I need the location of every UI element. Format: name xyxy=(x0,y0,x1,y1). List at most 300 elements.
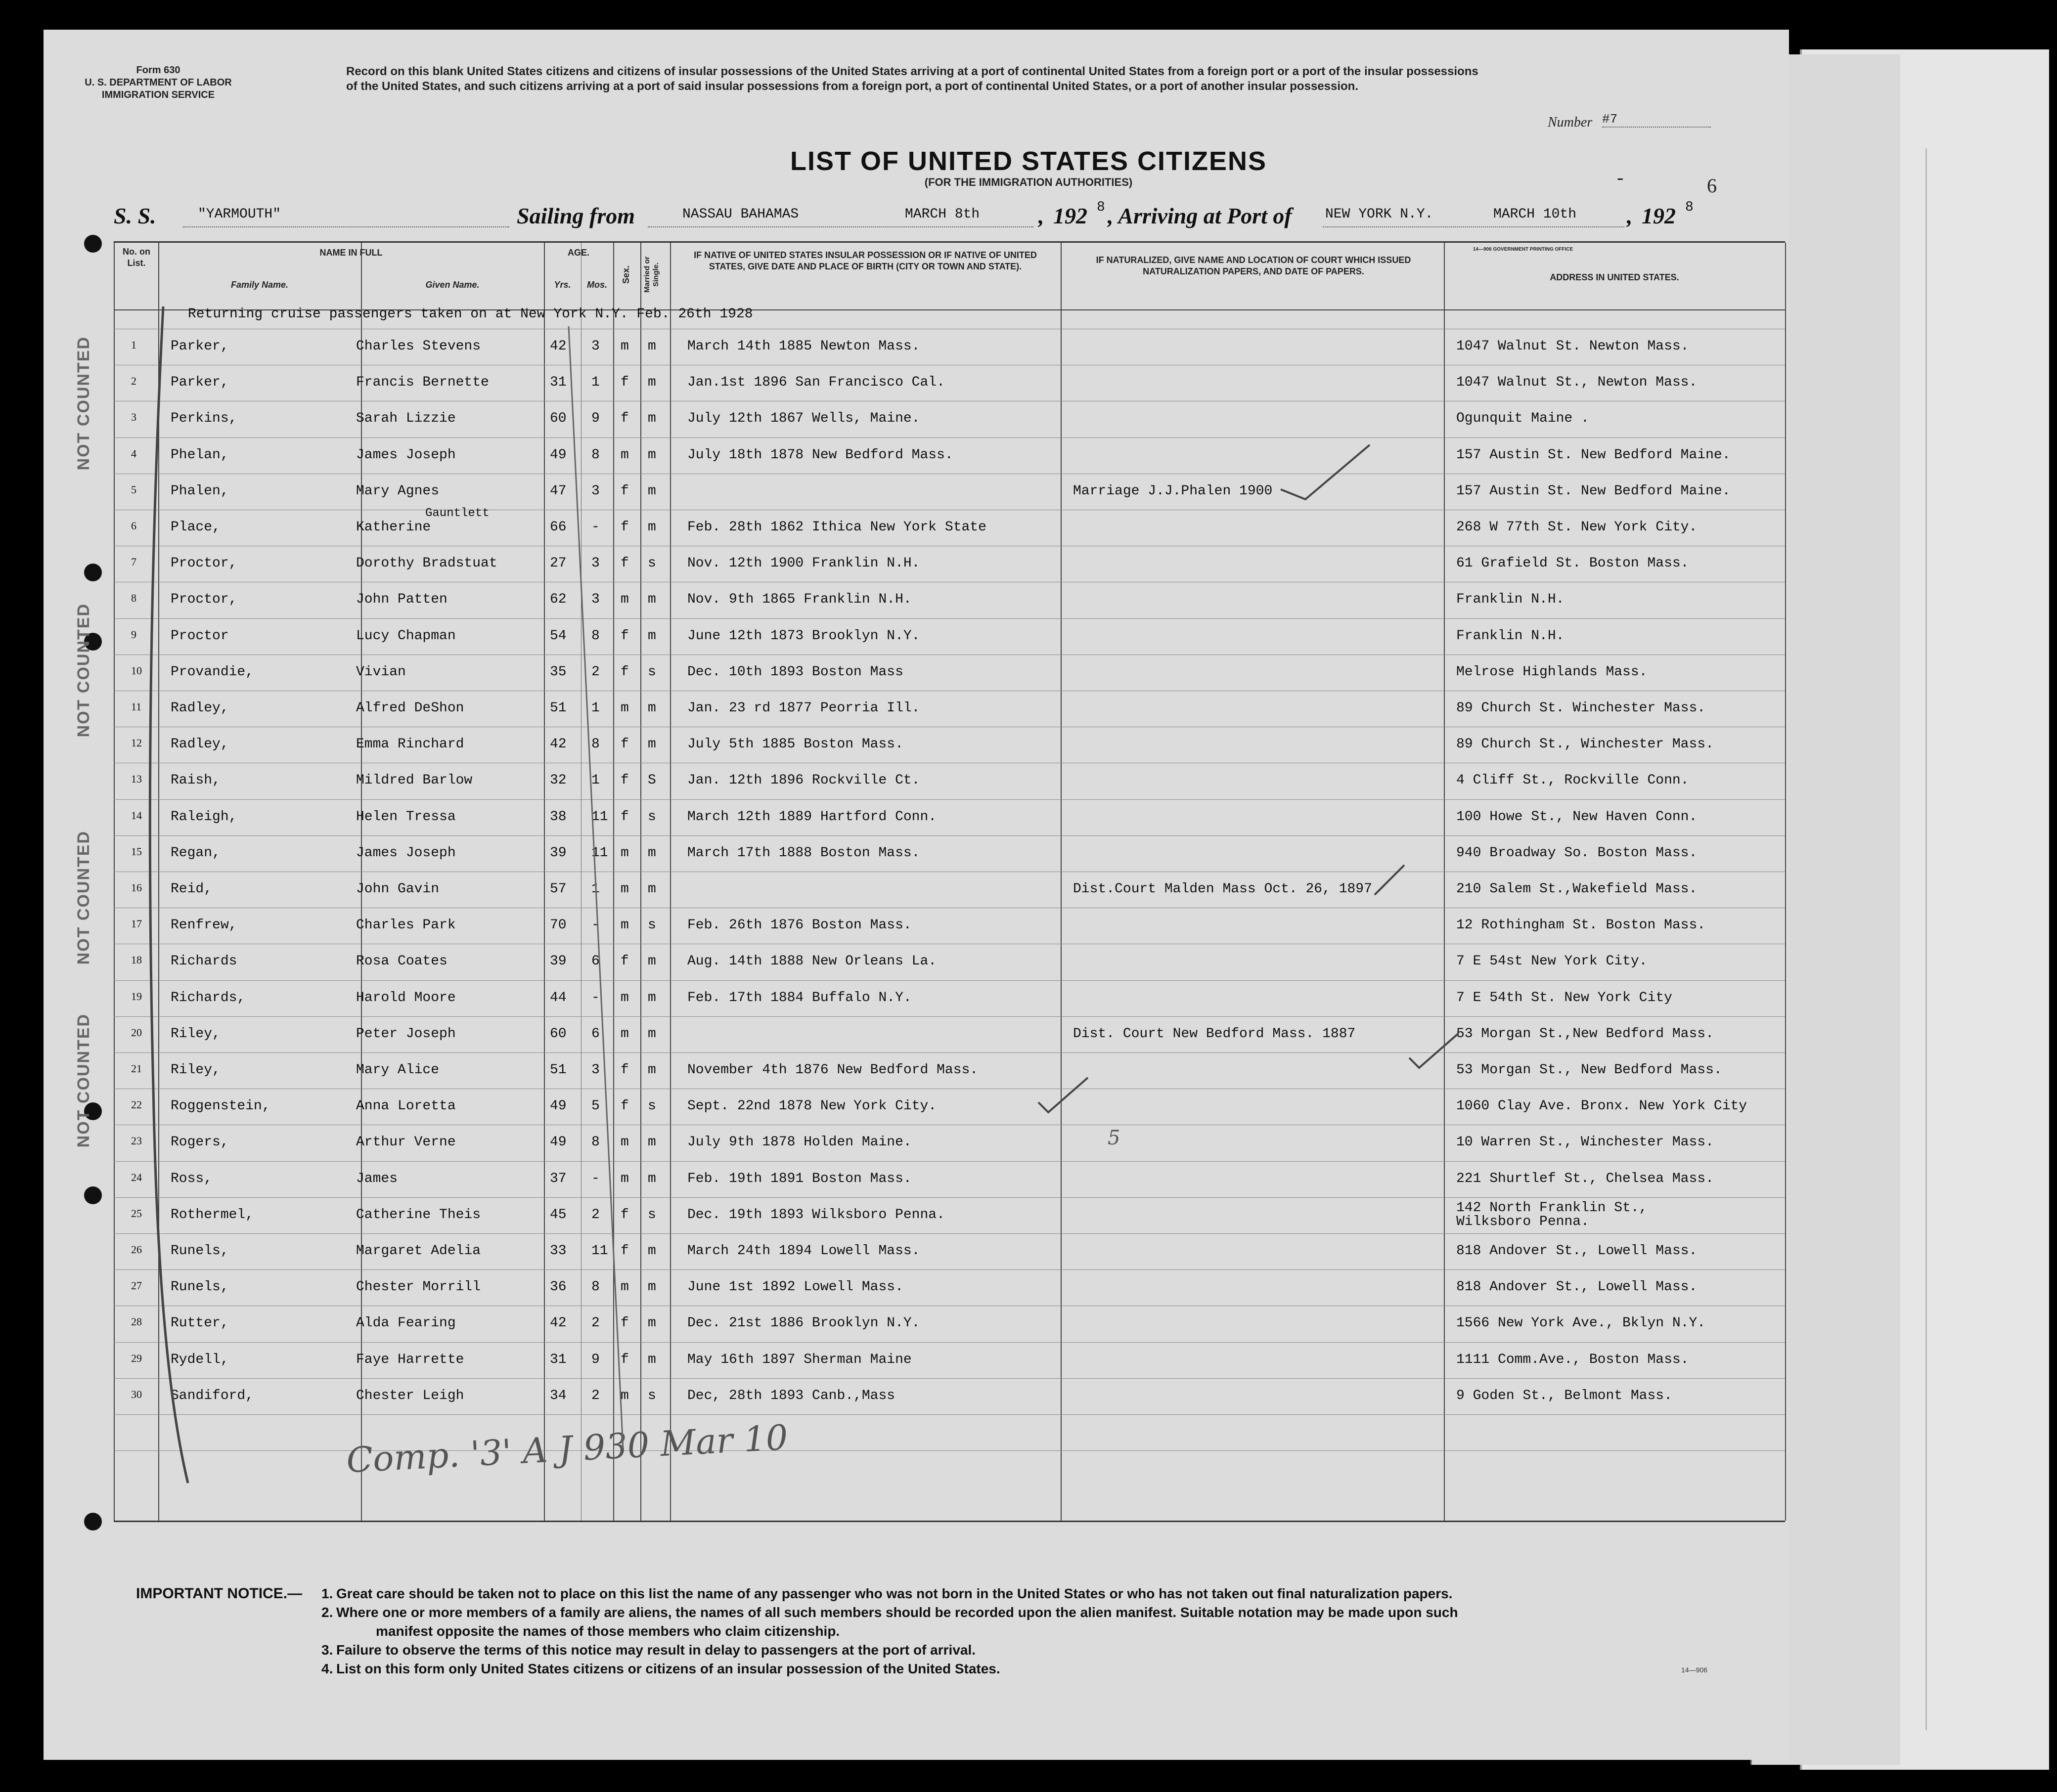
age-years: 66 xyxy=(550,520,567,535)
given-name: Anna Loretta xyxy=(356,1098,456,1114)
birth-info: Feb. 26th 1876 Boston Mass. xyxy=(687,918,912,933)
sex: m xyxy=(621,845,629,861)
family-name: Phelan, xyxy=(171,447,229,463)
address: 1047 Walnut St., Newton Mass. xyxy=(1456,375,1698,391)
sex: m xyxy=(621,881,629,897)
given-name: Arthur Verne xyxy=(356,1135,456,1150)
table-row xyxy=(0,766,1689,801)
notice-label: IMPORTANT NOTICE.— xyxy=(136,1585,303,1602)
age-months: 6 xyxy=(591,954,600,969)
sex: m xyxy=(621,1171,629,1186)
marital-status: m xyxy=(648,520,656,535)
marital-status: m xyxy=(648,700,656,716)
table-row xyxy=(0,1381,1671,1417)
table-row xyxy=(0,332,1689,367)
age-months: 9 xyxy=(591,1352,600,1367)
service: IMMIGRATION SERVICE xyxy=(101,89,215,100)
row-number: 11 xyxy=(131,700,142,713)
birth-info: Dec. 10th 1893 Boston Mass xyxy=(687,664,903,680)
family-name: Rogers, xyxy=(171,1135,229,1150)
not-counted-stamp: NOT COUNTED xyxy=(74,1013,93,1148)
family-name: Proctor, xyxy=(171,556,237,571)
not-counted-stamp: NOT COUNTED xyxy=(74,336,93,471)
list-number-value: #7 xyxy=(1602,112,1711,128)
marital-status: m xyxy=(648,447,656,463)
address: 142 North Franklin St., xyxy=(1456,1200,1648,1216)
address: 1060 Clay Ave. Bronx. New York City xyxy=(1456,1098,1747,1114)
sex: f xyxy=(621,1352,629,1367)
address: 1566 New York Ave., Bklyn N.Y. xyxy=(1456,1315,1706,1331)
col-given-name: Given Name. xyxy=(425,280,480,290)
age-months: 8 xyxy=(591,447,600,463)
marital-status: S xyxy=(648,773,656,788)
table-row xyxy=(0,549,1689,584)
age-months: 3 xyxy=(591,339,600,354)
arriving-date: MARCH 10th xyxy=(1493,207,1577,222)
age-months: 1 xyxy=(591,375,600,391)
table-row xyxy=(0,1092,1747,1127)
address: 1111 Comm.Ave., Boston Mass. xyxy=(1456,1352,1689,1367)
given-name-continued: Gauntlett xyxy=(425,507,490,520)
notice-item xyxy=(336,1622,1795,1641)
age-years: 62 xyxy=(550,592,567,608)
age-months: 6 xyxy=(591,1026,600,1042)
family-name: Ross, xyxy=(171,1171,213,1186)
birth-info: March 24th 1894 Lowell Mass. xyxy=(687,1243,920,1259)
sex: m xyxy=(621,1388,629,1403)
page-number: 6 xyxy=(1707,175,1717,197)
marital-status: s xyxy=(648,918,656,933)
table-row xyxy=(0,507,1698,548)
sex: f xyxy=(621,1207,629,1223)
birth-info: Aug. 14th 1888 New Orleans La. xyxy=(687,954,937,969)
row-number: 1 xyxy=(131,339,136,351)
marital-status: m xyxy=(648,1171,656,1186)
naturalization-info: 5 xyxy=(1108,1127,1120,1150)
age-years: 31 xyxy=(550,1352,567,1367)
table-row xyxy=(0,404,1671,439)
notice-item-number: 4. xyxy=(321,1661,333,1676)
age-months: 2 xyxy=(591,664,600,680)
birth-info: Jan. 12th 1896 Rockville Ct. xyxy=(687,773,920,788)
given-name: Emma Rinchard xyxy=(356,737,464,752)
family-name: Richards, xyxy=(171,990,246,1005)
family-name: Perkins, xyxy=(171,411,237,427)
row-number: 3 xyxy=(131,411,136,424)
age-years: 42 xyxy=(550,339,567,354)
birth-info: Nov. 12th 1900 Franklin N.H. xyxy=(687,556,920,571)
row-number: 28 xyxy=(131,1315,142,1328)
age-months: 3 xyxy=(591,1062,600,1078)
sex: f xyxy=(621,556,629,571)
sex: f xyxy=(621,954,629,969)
notice-item xyxy=(321,1584,1795,1603)
marital-status: m xyxy=(648,990,656,1005)
marital-status: m xyxy=(648,737,656,752)
table-row xyxy=(0,1127,1714,1163)
not-counted-stamp: NOT COUNTED xyxy=(74,603,93,738)
marital-status: m xyxy=(648,1026,656,1042)
age-months: - xyxy=(591,1171,600,1186)
age-years: 38 xyxy=(550,809,567,825)
row-number: 14 xyxy=(131,809,142,822)
notice-item xyxy=(321,1641,1795,1660)
family-name: Proctor, xyxy=(171,592,237,608)
birth-info: July 9th 1878 Holden Maine. xyxy=(687,1135,912,1150)
sex: f xyxy=(621,1243,629,1259)
row-number: 22 xyxy=(131,1098,142,1111)
table-row xyxy=(0,838,1698,874)
birth-info: July 18th 1878 New Bedford Mass. xyxy=(687,447,953,463)
age-months: 9 xyxy=(591,411,600,427)
family-name: Place, xyxy=(171,520,221,535)
family-name: Phalen, xyxy=(171,483,229,499)
address: 157 Austin St. New Bedford Maine. xyxy=(1456,447,1731,463)
table-row xyxy=(0,730,1714,765)
age-months: 2 xyxy=(591,1315,600,1331)
marital-status: m xyxy=(648,1243,656,1259)
family-name: Rutter, xyxy=(171,1315,229,1331)
given-name: Faye Harrette xyxy=(356,1352,464,1367)
intro-line: Returning cruise passengers taken on at New York N.Y. Feb. 26th 1928 xyxy=(188,306,753,322)
row-number: 17 xyxy=(131,918,142,930)
table-row xyxy=(0,874,1698,910)
row-number: 30 xyxy=(131,1388,142,1400)
arriving-label: , Arriving at Port of xyxy=(1108,203,1292,228)
age-years: 45 xyxy=(550,1207,567,1223)
age-months: 11 xyxy=(591,809,608,825)
col-sex: Sex. xyxy=(621,265,631,284)
table-row xyxy=(0,802,1698,838)
given-name: Katherine xyxy=(356,520,431,535)
birth-info: March 17th 1888 Boston Mass. xyxy=(687,845,920,861)
family-name: Runels, xyxy=(171,1243,229,1259)
given-name: Mary Alice xyxy=(356,1062,440,1078)
table-row xyxy=(0,1055,1722,1091)
family-name: Runels, xyxy=(171,1279,229,1295)
notice-item-number: 1. xyxy=(321,1586,333,1601)
naturalization-info: Dist. Court New Bedford Mass. 1887 xyxy=(1073,1026,1356,1042)
marital-status: s xyxy=(648,1098,656,1114)
sex: m xyxy=(621,592,629,608)
table-row xyxy=(0,657,1671,693)
sailing-year: 192 xyxy=(1053,203,1087,228)
birth-info: Jan.1st 1896 San Francisco Cal. xyxy=(687,375,945,391)
birth-info: Dec. 21st 1886 Brooklyn N.Y. xyxy=(687,1315,920,1331)
sex: f xyxy=(621,773,629,788)
sailing-date: MARCH 8th xyxy=(905,207,980,222)
sex: m xyxy=(621,700,629,716)
given-name: Charles Stevens xyxy=(356,339,481,354)
notice-item-text: Failure to observe the terms of this notice may result in delay to passengers at the port of arrival. xyxy=(336,1642,976,1658)
family-name: Provandie, xyxy=(171,664,254,680)
sex: f xyxy=(621,628,629,644)
birth-info: Feb. 28th 1862 Ithica New York State xyxy=(687,520,986,535)
given-name: James xyxy=(356,1171,398,1186)
birth-info: Sept. 22nd 1878 New York City. xyxy=(687,1098,937,1114)
marital-status: m xyxy=(648,1352,656,1367)
table-row xyxy=(0,694,1706,729)
row-number: 6 xyxy=(131,520,136,532)
table-row xyxy=(0,477,1731,512)
age-years: 51 xyxy=(550,700,567,716)
family-name: Proctor xyxy=(171,628,229,644)
notice-item-text: Where one or more members of a family are aliens, the names of all such members should be recorded upon the alien manifest. Suitable notation may be made upon such xyxy=(336,1605,1458,1620)
col-address: ADDRESS IN UNITED STATES. xyxy=(1550,272,1679,282)
marital-status: m xyxy=(648,411,656,427)
family-name: Radley, xyxy=(171,700,229,716)
age-months: 5 xyxy=(591,1098,600,1114)
age-years: 39 xyxy=(550,954,567,969)
marital-status: m xyxy=(648,1279,656,1295)
given-name: James Joseph xyxy=(356,845,456,861)
instructions: Record on this blank United States citizens and citizens of insular possessions of the United States arriving at a port of continental United States from a foreign port or a port of the insular possessions of the United States, and such citizens arriving at a port of said insular possessions from a foreign port, a port of continental United States, or a port of another insular possession. xyxy=(346,65,1478,93)
sailing-port: NASSAU BAHAMAS xyxy=(682,207,799,222)
address: 1047 Walnut St. Newton Mass. xyxy=(1456,339,1689,354)
age-months: - xyxy=(591,990,600,1005)
given-name: Francis Bernette xyxy=(356,375,489,391)
age-months: 8 xyxy=(591,1279,600,1295)
given-name: Mildred Barlow xyxy=(356,773,473,788)
address: Franklin N.H. xyxy=(1456,628,1565,644)
age-years: 54 xyxy=(550,628,567,644)
birth-info: July 5th 1885 Boston Mass. xyxy=(687,737,903,752)
age-years: 49 xyxy=(550,1135,567,1150)
table-row xyxy=(0,1309,1706,1344)
voyage-line: S. S. "YARMOUTH" Sailing from NASSAU BAHAMAS MARCH 8th , 192 8 , Arriving at Port of NEW YORK N.Y. MARCH 10th , 192 8 xyxy=(114,200,1694,228)
address: 10 Warren St., Winchester Mass. xyxy=(1456,1135,1714,1150)
row-number: 10 xyxy=(131,664,142,677)
marital-status: s xyxy=(648,1388,656,1403)
table-row xyxy=(0,368,1698,403)
marital-status: m xyxy=(648,954,656,969)
sex: m xyxy=(621,339,629,354)
given-name: Margaret Adelia xyxy=(356,1243,481,1259)
sex: f xyxy=(621,809,629,825)
sex: f xyxy=(621,664,629,680)
col-age: AGE. xyxy=(567,248,589,258)
age-months: 3 xyxy=(591,556,600,571)
footer-code: 14—906 xyxy=(1681,1666,1707,1674)
age-years: 51 xyxy=(550,1062,567,1078)
family-name: Riley, xyxy=(171,1062,221,1078)
col-family-name: Family Name. xyxy=(230,280,289,290)
page-title: LIST OF UNITED STATES CITIZENS xyxy=(790,146,1267,176)
row-number: 9 xyxy=(131,628,136,641)
given-name: Alfred DeShon xyxy=(356,700,464,716)
notice-item-number: 2. xyxy=(321,1605,333,1620)
age-years: 39 xyxy=(550,845,567,861)
age-years: 57 xyxy=(550,881,567,897)
row-number: 23 xyxy=(131,1135,142,1147)
age-years: 60 xyxy=(550,411,567,427)
age-years: 42 xyxy=(550,737,567,752)
table-row xyxy=(0,1164,1714,1200)
sex: m xyxy=(621,447,629,463)
address: 7 E 54th St. New York City xyxy=(1456,990,1672,1005)
family-name: Raleigh, xyxy=(171,809,237,825)
naturalization-info: Marriage J.J.Phalen 1900 xyxy=(1073,483,1273,499)
marital-status: m xyxy=(648,881,656,897)
birth-info: June 1st 1892 Lowell Mass. xyxy=(687,1279,903,1295)
given-name: Chester Morrill xyxy=(356,1279,481,1295)
form-number: Form 630 xyxy=(136,65,180,76)
address: Melrose Highlands Mass. xyxy=(1456,664,1648,680)
age-months: 2 xyxy=(591,1207,600,1223)
table-row xyxy=(0,947,1671,982)
address: 7 E 54st New York City. xyxy=(1456,954,1648,969)
birth-info: November 4th 1876 New Bedford Mass. xyxy=(687,1062,979,1078)
row-number: 16 xyxy=(131,881,142,894)
birth-info: Feb. 17th 1884 Buffalo N.Y. xyxy=(687,990,912,1005)
address: 12 Rothingham St. Boston Mass. xyxy=(1456,918,1706,933)
family-name: Raish, xyxy=(171,773,221,788)
table-row xyxy=(0,1345,1689,1381)
age-years: 35 xyxy=(550,664,567,680)
address: 89 Church St. Winchester Mass. xyxy=(1456,700,1706,716)
address: Franklin N.H. xyxy=(1456,592,1565,608)
family-name: Parker, xyxy=(171,375,229,391)
list-number-label: Number xyxy=(1548,115,1593,130)
sex: m xyxy=(621,990,629,1005)
notice-item-text: Great care should be taken not to place on this list the name of any passenger who was not born in the United States or who has not taken out final naturalization papers. xyxy=(336,1586,1453,1601)
row-number: 5 xyxy=(131,483,136,496)
age-months: 1 xyxy=(591,881,600,897)
age-months: - xyxy=(591,520,600,535)
col-gpo: 14—906 GOVERNMENT PRINTING OFFICE xyxy=(1473,247,1573,252)
given-name: Sarah Lizzie xyxy=(356,411,456,427)
given-name: Dorothy Bradstuat xyxy=(356,556,497,571)
row-number: 21 xyxy=(131,1062,142,1075)
marital-status: s xyxy=(648,556,656,571)
arriving-port: NEW YORK N.Y. xyxy=(1325,207,1433,222)
address: 89 Church St., Winchester Mass. xyxy=(1456,737,1714,752)
sailing-label: Sailing from xyxy=(517,203,635,228)
notice-item xyxy=(321,1603,1795,1622)
marital-status: m xyxy=(648,1135,656,1150)
given-name: Vivian xyxy=(356,664,406,680)
col-mos: Mos. xyxy=(586,280,607,290)
given-name: Charles Park xyxy=(356,918,456,933)
row-number: 27 xyxy=(131,1279,142,1292)
family-name: Reid, xyxy=(171,881,213,897)
row-number: 15 xyxy=(131,845,142,858)
family-name: Sandiford, xyxy=(171,1388,254,1403)
sex: m xyxy=(621,1026,629,1042)
birth-info: Dec, 28th 1893 Canb.,Mass xyxy=(687,1388,895,1403)
birth-info: Jan. 23 rd 1877 Peorria Ill. xyxy=(687,700,920,716)
address: 210 Salem St.,Wakefield Mass. xyxy=(1456,881,1698,897)
sex: m xyxy=(621,1279,629,1295)
birth-info: May 16th 1897 Sherman Maine xyxy=(687,1352,912,1367)
marital-status: m xyxy=(648,628,656,644)
notice-item-number: 3. xyxy=(321,1642,333,1658)
marital-status: s xyxy=(648,1207,656,1223)
sex: f xyxy=(621,1315,629,1331)
age-months: 8 xyxy=(591,737,600,752)
birth-info: July 12th 1867 Wells, Maine. xyxy=(687,411,920,427)
address: Ogunquit Maine . xyxy=(1456,411,1589,427)
marital-status: m xyxy=(648,1062,656,1078)
marital-status: m xyxy=(648,592,656,608)
sex: f xyxy=(621,1062,629,1078)
age-years: 70 xyxy=(550,918,567,933)
age-months: 2 xyxy=(591,1388,600,1403)
marital-status: m xyxy=(648,483,656,499)
birth-info: June 12th 1873 Brooklyn N.Y. xyxy=(687,628,920,644)
col-naturalized: IF NATURALIZED, GIVE NAME AND LOCATION OF COURT WHICH ISSUED NATURALIZATION PAPERS, AND DATE OF PAPERS. xyxy=(1096,255,1411,276)
given-name: Peter Joseph xyxy=(356,1026,456,1042)
marital-status: m xyxy=(648,375,656,391)
given-name: Rosa Coates xyxy=(356,954,447,969)
sex: f xyxy=(621,737,629,752)
marital-status: s xyxy=(648,809,656,825)
page-subtitle: (FOR THE IMMIGRATION AUTHORITIES) xyxy=(924,176,1133,188)
sex: m xyxy=(621,1135,629,1150)
age-years: 37 xyxy=(550,1171,567,1186)
family-name: Rothermel, xyxy=(171,1207,254,1223)
table-row xyxy=(0,585,1671,620)
address: 157 Austin St. New Bedford Maine. xyxy=(1456,483,1731,499)
age-months: 3 xyxy=(591,483,600,499)
row-number: 2 xyxy=(131,375,136,388)
family-name: Renfrew, xyxy=(171,918,237,933)
family-name: Rydell, xyxy=(171,1352,229,1367)
age-months: 11 xyxy=(591,845,608,861)
birth-info: Dec. 19th 1893 Wilksboro Penna. xyxy=(687,1207,945,1223)
age-months: 8 xyxy=(591,628,600,644)
given-name: Alda Fearing xyxy=(356,1315,456,1331)
sex: f xyxy=(621,483,629,499)
age-years: 36 xyxy=(550,1279,567,1295)
row-number: 4 xyxy=(131,447,136,460)
form-header xyxy=(64,64,252,101)
given-name: James Joseph xyxy=(356,447,456,463)
age-years: 32 xyxy=(550,773,567,788)
sex: f xyxy=(621,1098,629,1114)
col-name-in-full: NAME IN FULL xyxy=(319,248,383,258)
not-counted-stamp: NOT COUNTED xyxy=(74,830,93,965)
department: U. S. DEPARTMENT OF LABOR xyxy=(85,77,232,88)
col-married: Married or Single. xyxy=(643,256,660,293)
given-name: Helen Tressa xyxy=(356,809,456,825)
table-row xyxy=(0,1272,1698,1308)
col-no: No. on List. xyxy=(123,247,150,268)
age-years: 47 xyxy=(550,483,567,499)
given-name: John Gavin xyxy=(356,881,440,897)
marital-status: m xyxy=(648,1315,656,1331)
address: 53 Morgan St., New Bedford Mass. xyxy=(1456,1062,1722,1078)
notice-item xyxy=(321,1660,1795,1678)
age-months: - xyxy=(591,918,600,933)
handwritten-note: Comp. '3' A J 930 Mar 10 xyxy=(345,1417,789,1481)
address-continued: Wilksboro Penna. xyxy=(1456,1214,1589,1229)
given-name: John Patten xyxy=(356,592,447,608)
table-row xyxy=(0,1200,1671,1236)
table-row xyxy=(0,440,1731,476)
marital-status: m xyxy=(648,845,656,861)
age-years: 44 xyxy=(550,990,567,1005)
row-number: 20 xyxy=(131,1026,142,1039)
age-years: 34 xyxy=(550,1388,567,1403)
row-number: 18 xyxy=(131,954,142,966)
address: 4 Cliff St., Rockville Conn. xyxy=(1456,773,1689,788)
table-row xyxy=(0,1236,1698,1272)
ss-label: S. S. xyxy=(114,203,156,228)
row-number: 13 xyxy=(131,773,142,786)
age-months: 1 xyxy=(591,700,600,716)
ship-name: "YARMOUTH" xyxy=(198,207,281,222)
